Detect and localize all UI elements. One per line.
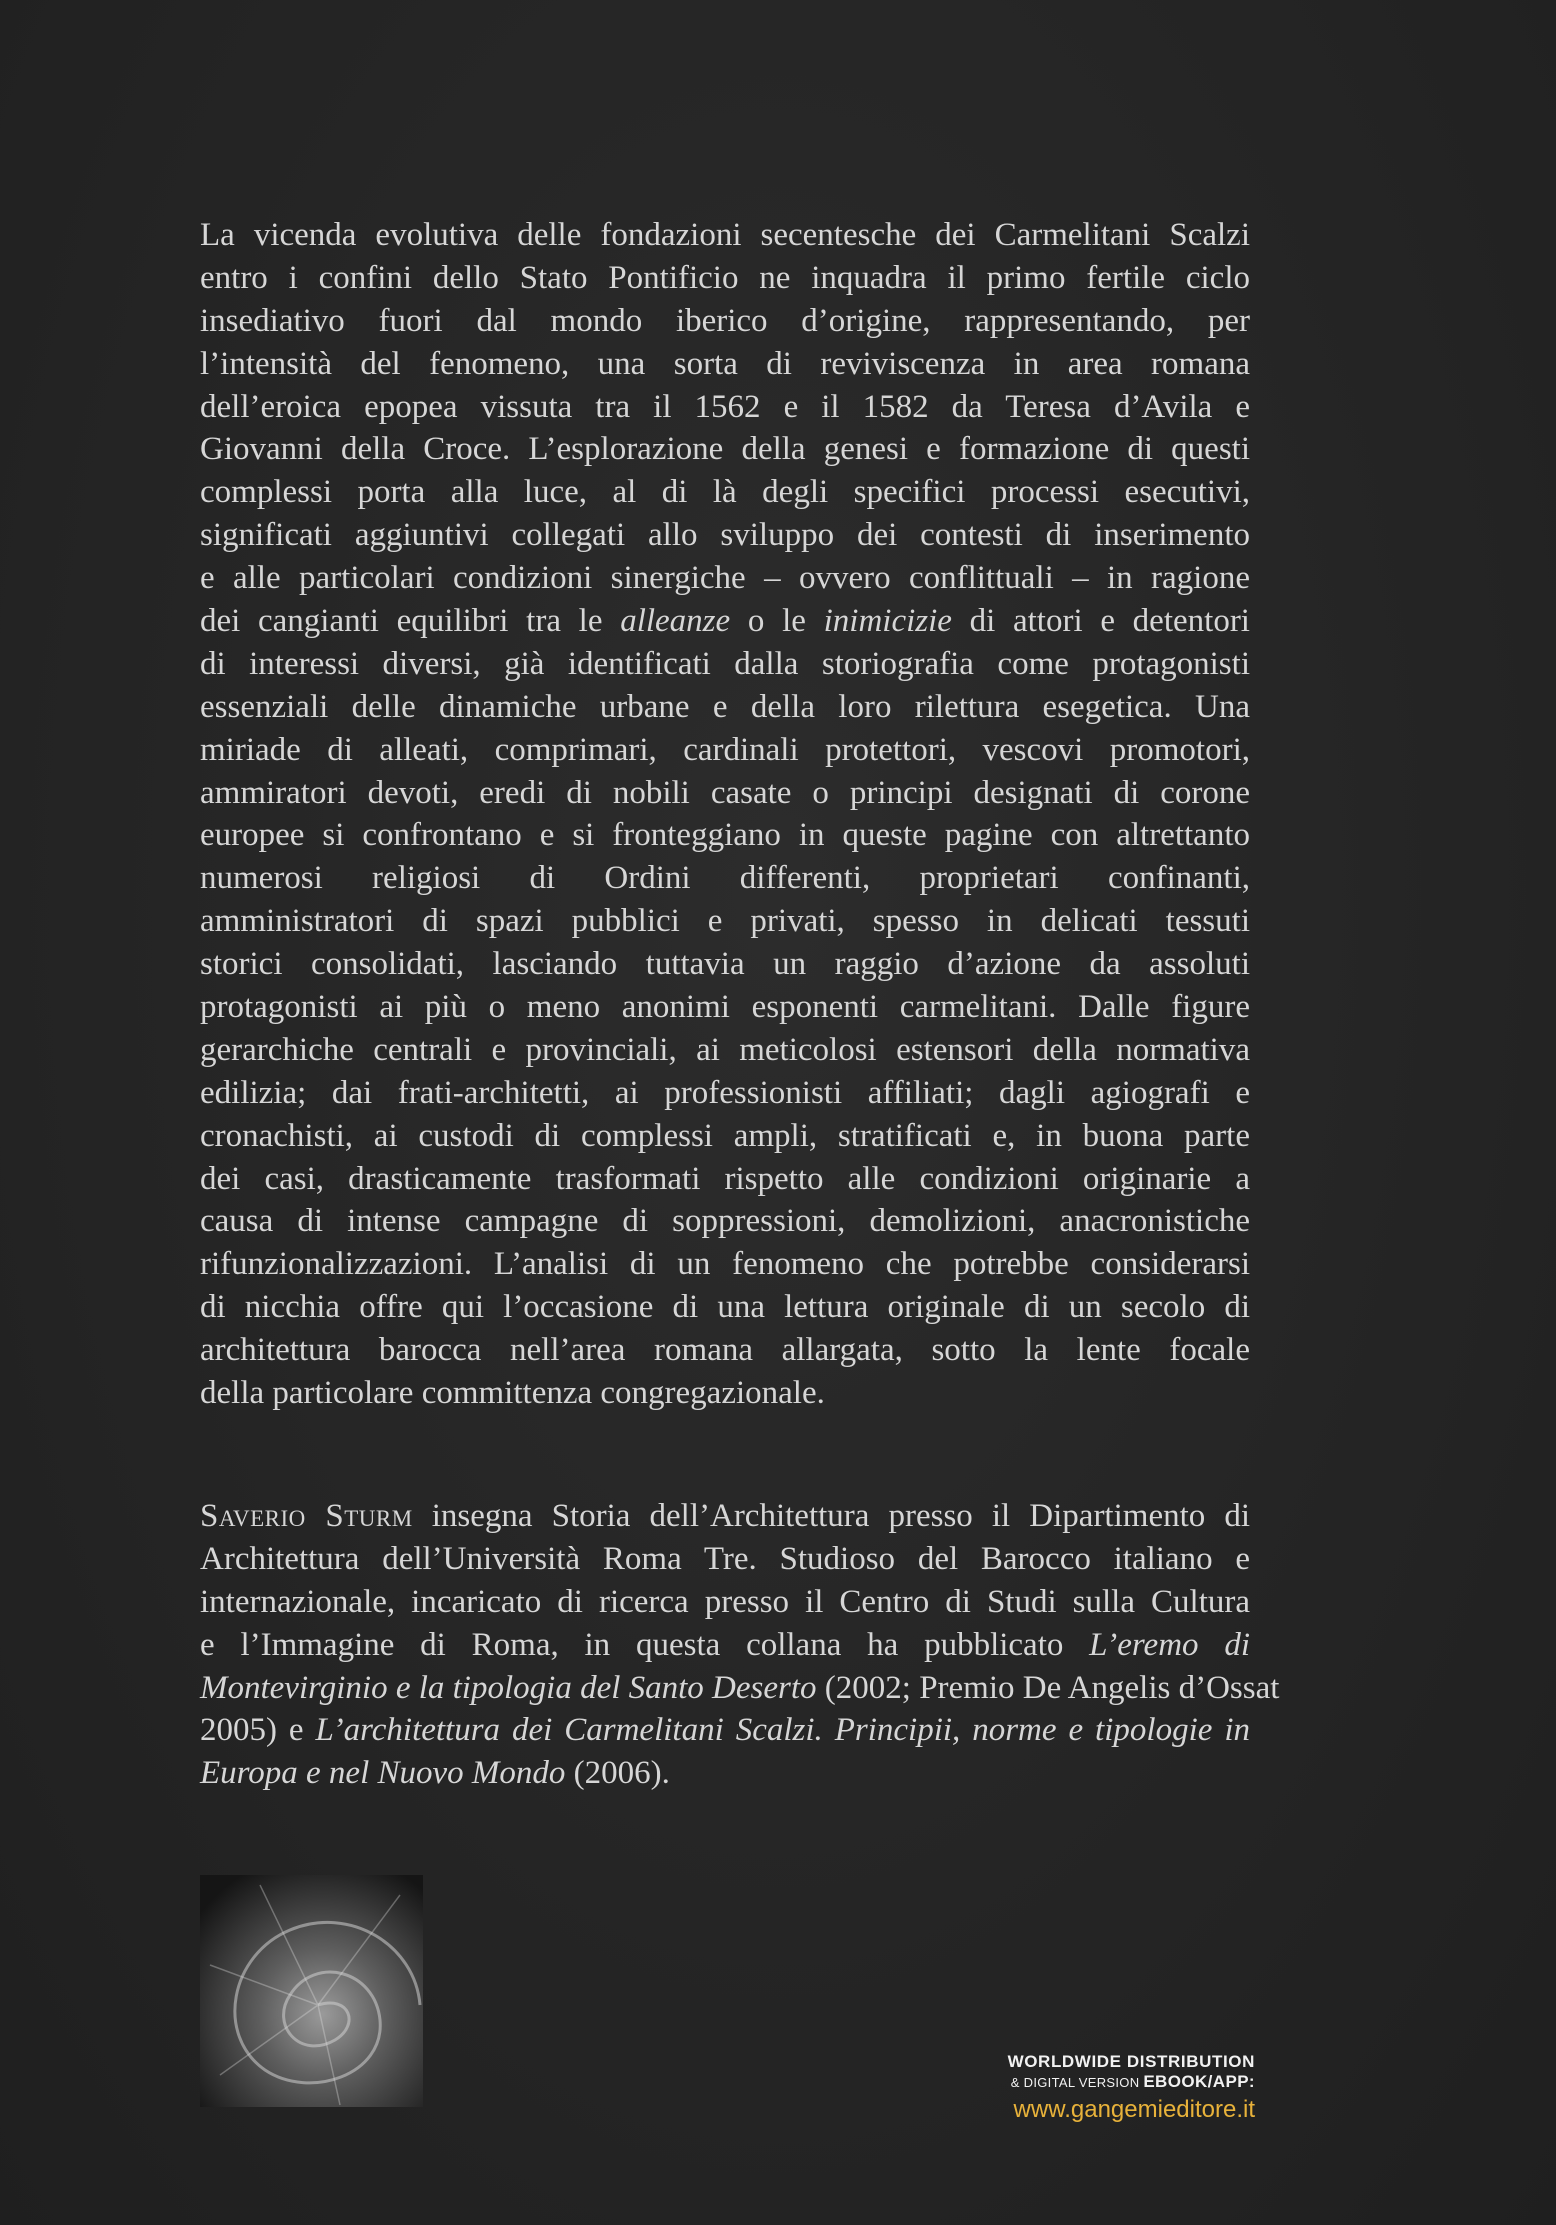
emphasis-word: alleanze — [620, 603, 731, 640]
blurb-line: dei casi, drasticamente trasformati rispetto alle condizioni originarie a — [200, 1160, 1250, 1197]
blurb-line: La vicenda evolutiva delle fondazioni secentesche dei Carmelitani Scalzi — [200, 217, 1250, 253]
blurb-line: di interessi diversi, già identificati dalla storiografia come protagonisti — [200, 645, 1250, 682]
blurb-line — [200, 600, 1250, 643]
digital-version-label: & DIGITAL VERSION — [1010, 2075, 1144, 2090]
blurb-line: storici consolidati, lasciando tuttavia un raggio d’azione da assoluti — [200, 946, 1250, 983]
blurb-line: miriade di alleati, comprimari, cardinali protettori, vescovi promotori, — [200, 731, 1250, 768]
bio-line: (2006). — [565, 1755, 670, 1792]
blurb-line: amministratori di spazi pubblici e privati, spesso in delicati tessuti — [200, 903, 1250, 940]
blurb-fragment: dei cangianti equilibri tra le — [200, 603, 621, 640]
digital-version-line — [955, 2072, 1255, 2093]
blurb-line: rifunzionalizzazioni. L’analisi di un fenomeno che potrebbe considerarsi — [200, 1246, 1250, 1283]
blurb-line: e alle particolari condizioni sinergiche – ovvero conflittuali – in ragione — [200, 560, 1250, 597]
blurb-line: architettura barocca nell’area romana allargata, sotto la lente focale — [200, 1332, 1250, 1369]
blurb-line: protagonisti ai più o meno anonimi esponenti carmelitani. Dalle figure — [200, 989, 1250, 1026]
emphasis-word: inimicizie — [823, 603, 952, 640]
blurb-line: Giovanni della Croce. L’esplorazione della genesi e formazione di questi — [200, 431, 1250, 468]
blurb-text — [200, 214, 1250, 1415]
blurb-line: causa di intense campagne di soppressioni, demolizioni, anacronistiche — [200, 1203, 1250, 1240]
bio-line: (2002; Premio De Angelis d’Ossat — [816, 1669, 1280, 1706]
blurb-line: numerosi religiosi di Ordini differenti, proprietari confinanti, — [200, 860, 1250, 897]
blurb-line: gerarchiche centrali e provinciali, ai meticolosi estensori della normativa — [200, 1031, 1250, 1068]
distribution-heading: WORLDWIDE DISTRIBUTION — [1007, 2052, 1255, 2071]
blurb-line: della particolare committenza congregazionale. — [200, 1375, 825, 1412]
spiral-staircase-photo — [200, 1875, 423, 2107]
blurb-line: entro i confini dello Stato Pontificio ne inquadra il primo fertile ciclo — [200, 259, 1250, 296]
author-bio — [200, 1495, 1280, 1795]
blurb-line: complessi porta alla luce, al di là degli specifici processi esecutivi, — [200, 474, 1250, 511]
bio-line: Architettura dell’Università Roma Tre. Studioso del Barocco italiano e — [200, 1540, 1250, 1577]
book-title: L’architettura dei Carmelitani Scalzi. Principii, norme e tipologie in — [315, 1712, 1250, 1749]
bio-line: insegna Storia dell’Architettura presso il Dipartimento di — [412, 1498, 1251, 1534]
blurb-line: insediativo fuori dal mondo iberico d’origine, rappresentando, per — [200, 302, 1250, 339]
blurb-line: dell’eroica epopea vissuta tra il 1562 e il 1582 da Teresa d’Avila e — [200, 388, 1250, 425]
blurb-line: cronachisti, ai custodi di complessi ampli, stratificati e, in buona parte — [200, 1117, 1250, 1154]
staircase-image — [200, 1875, 423, 2107]
ebook-app-label: EBOOK/APP: — [1143, 2072, 1255, 2091]
distribution-info — [955, 2052, 1255, 2125]
blurb-line: significati aggiuntivi collegati allo sviluppo dei contesti di inserimento — [200, 517, 1250, 554]
book-title: L’eremo di — [1089, 1626, 1250, 1663]
bio-line: internazionale, incaricato di ricerca presso il Centro di Studi sulla Cultura — [200, 1583, 1250, 1620]
book-title: Montevirginio e la tipologia del Santo Deserto — [200, 1669, 817, 1706]
author-name: Saverio Sturm — [200, 1498, 413, 1534]
bio-line: 2005) e — [200, 1712, 316, 1749]
blurb-line: l’intensità del fenomeno, una sorta di reviviscenza in area romana — [200, 345, 1250, 382]
bio-line: e l’Immagine di Roma, in questa collana ha pubblicato — [200, 1626, 1090, 1663]
blurb-fragment: di attori e detentori — [951, 603, 1250, 640]
blurb-line: essenziali delle dinamiche urbane e della loro rilettura esegetica. Una — [200, 688, 1250, 725]
blurb-fragment: o le — [730, 603, 824, 640]
blurb-line: edilizia; dai frati-architetti, ai professionisti affiliati; dagli agiografi e — [200, 1074, 1250, 1111]
blurb-line: europee si confrontano e si fronteggiano in queste pagine con altrettanto — [200, 817, 1250, 854]
book-title: Europa e nel Nuovo Mondo — [200, 1755, 566, 1792]
blurb-line: di nicchia offre qui l’occasione di una lettura originale di un secolo di — [200, 1289, 1250, 1326]
blurb-line: ammiratori devoti, eredi di nobili casate o principi designati di corone — [200, 774, 1250, 811]
publisher-website-link[interactable]: www.gangemieditore.it — [1013, 2096, 1255, 2123]
